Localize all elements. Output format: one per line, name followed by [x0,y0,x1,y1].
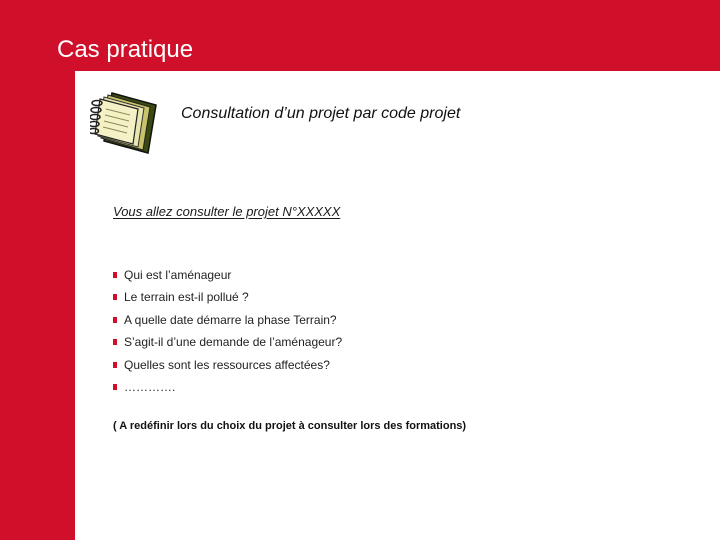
list-item [113,379,342,401]
list-item-text: Qui est l’aménageur [124,268,232,282]
list-item-text: S’agit-il d’une demande de l’aménageur? [124,335,343,350]
list-item-text: A quelle date démarre la phase Terrain? [124,312,337,327]
bullet-icon [113,339,117,345]
list-item-text: Quelles sont les ressources affectées? [124,357,330,372]
notebook-icon [90,87,160,155]
bullet-icon [113,317,117,323]
question-list [113,267,342,401]
bullet-icon [113,362,117,368]
bullet-icon [113,272,117,278]
list-item [113,334,342,356]
content-panel [75,71,720,540]
intro-text: Vous allez consulter le projet N°XXXXX [113,204,341,219]
list-item [113,312,342,334]
slide-title: Cas pratique [57,36,194,63]
list-item [113,357,342,379]
slide-heading: Consultation d’un projet par code projet [181,105,461,122]
bullet-icon [113,294,117,300]
list-item-text: Le terrain est-il pollué ? [124,290,249,305]
list-item [113,267,342,289]
list-item [113,289,342,311]
bullet-icon [113,384,117,390]
footnote: ( A redéfinir lors du choix du projet à consulter lors des formations) [113,420,467,432]
list-item-text: …………. [124,379,176,394]
